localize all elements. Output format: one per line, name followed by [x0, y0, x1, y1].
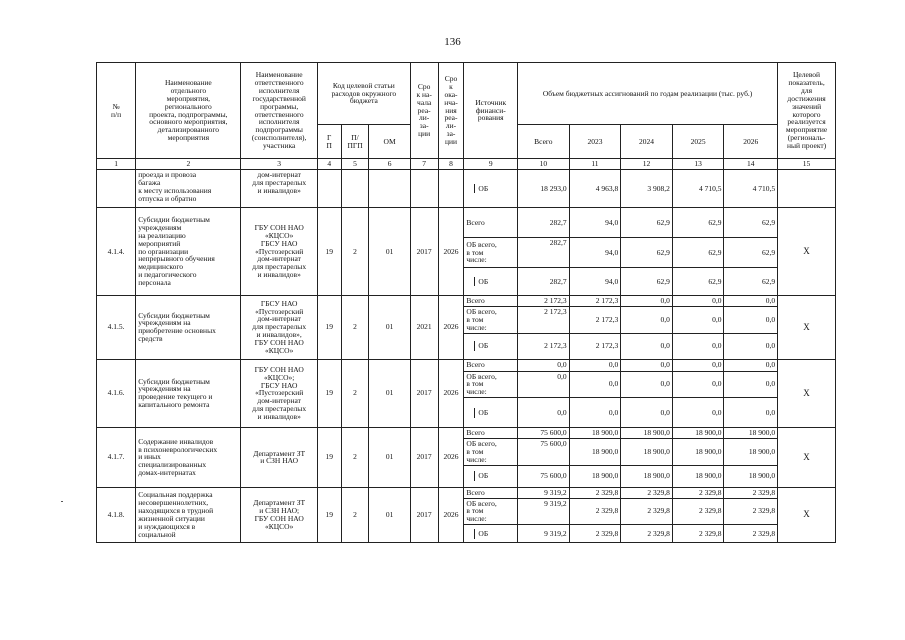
- funding-source: ОБ: [478, 276, 489, 286]
- amount-2024: 62,9: [621, 268, 673, 296]
- amount-total: 75 600,0: [518, 439, 570, 466]
- amount-2023: 18 900,0: [569, 465, 621, 487]
- column-number: 6: [369, 159, 410, 170]
- code-ppg: 2: [341, 428, 369, 488]
- page-number: 136: [444, 36, 461, 48]
- header-year-2026: 2026: [724, 125, 778, 159]
- amount-2023: 94,0: [569, 268, 621, 296]
- code-gp: 19: [317, 296, 341, 360]
- responsible-executor: ГБУ СОН НАО «КЦСО»; ГБСУ НАО «Пустозерский дом-интернат для престарелых и инвалидов»: [241, 359, 317, 428]
- responsible-executor: ГБСУ НАО «Пустозерский дом-интернат для престарелых и инвалидов», ГБУ СОН НАО «КЦСО»: [241, 296, 317, 360]
- column-number: 7: [410, 159, 438, 170]
- start-year: 2017: [410, 208, 438, 296]
- end-year: 2026: [438, 208, 464, 296]
- amount-2025: 18 900,0: [672, 439, 724, 466]
- amount-2026: 18 900,0: [724, 428, 778, 439]
- header-year-2025: 2025: [672, 125, 724, 159]
- activity-name: Субсидии бюджетным учреждениям на реализацию мероприятий по организации непрерывного обучения медицинского и педагогического персонала: [136, 208, 241, 296]
- table-body: [97, 170, 836, 543]
- amount-total: 75 600,0: [518, 465, 570, 487]
- end-year: 2026: [438, 296, 464, 360]
- amount-2025: 18 900,0: [672, 465, 724, 487]
- funding-source: ОБ всего, в том числе:: [464, 238, 518, 268]
- amount-2024: 62,9: [621, 208, 673, 238]
- activity-name: Субсидии бюджетным учреждениям на приобретение основных средств: [136, 296, 241, 360]
- column-number: 5: [341, 159, 369, 170]
- column-number: 11: [569, 159, 621, 170]
- amount-2023: 2 172,3: [569, 333, 621, 359]
- header-code-gp: Г П: [317, 125, 341, 159]
- amount-2026: 62,9: [724, 268, 778, 296]
- amount-2026: 0,0: [724, 371, 778, 398]
- amount-2025: 0,0: [672, 398, 724, 428]
- item-number: 4.1.4.: [97, 208, 136, 296]
- item-number: 4.1.5.: [97, 296, 136, 360]
- amount-total: 9 319,2: [518, 487, 570, 498]
- amount-2026: 4 710,5: [724, 170, 778, 208]
- funding-source: Всего: [464, 296, 518, 307]
- responsible-executor: ГБУ СОН НАО «КЦСО» ГБСУ НАО «Пустозерский дом-интернат для престарелых и инвалидов»: [241, 208, 317, 296]
- target-indicator: X: [778, 428, 836, 488]
- column-number: 9: [464, 159, 518, 170]
- amount-2024: 0,0: [621, 296, 673, 307]
- funding-source: ОБ: [478, 341, 489, 351]
- header-target-indicator: Целевой показатель, для достижения значений которого реализуется мероприятие (региональ- ный проект): [778, 63, 836, 159]
- code-om: 01: [369, 428, 410, 488]
- header-activity-name: Наименование отдельного мероприятия, регионального проекта, подпрограммы, основного мероприятия, детализированного мероприятия: [136, 63, 241, 159]
- code-om: 01: [369, 296, 410, 360]
- column-number: 15: [778, 159, 836, 170]
- budget-allocation-table: [96, 62, 836, 543]
- amount-2026: 0,0: [724, 333, 778, 359]
- amount-total: 18 293,0: [518, 170, 570, 208]
- header-start-term: Сро к на- чала реа- ли- за- ции: [410, 63, 438, 159]
- amount-total: 2 172,3: [518, 333, 570, 359]
- amount-total: 2 172,3: [518, 296, 570, 307]
- header-year-2023: 2023: [569, 125, 621, 159]
- start-year: 2017: [410, 428, 438, 488]
- amount-total: 0,0: [518, 398, 570, 428]
- amount-2023: 2 172,3: [569, 306, 621, 333]
- code-om: 01: [369, 487, 410, 543]
- amount-2026: 2 329,8: [724, 487, 778, 498]
- column-number: 4: [317, 159, 341, 170]
- amount-2023: 4 963,8: [569, 170, 621, 208]
- item-number: 4.1.8.: [97, 487, 136, 543]
- header-year-2024: 2024: [621, 125, 673, 159]
- code-om: 01: [369, 359, 410, 428]
- table-row: [97, 428, 836, 439]
- amount-total: 282,7: [518, 208, 570, 238]
- code-gp: 19: [317, 208, 341, 296]
- funding-source: ОБ всего, в том числе:: [464, 439, 518, 466]
- column-number: 2: [136, 159, 241, 170]
- target-indicator: X: [778, 208, 836, 296]
- column-number: 13: [672, 159, 724, 170]
- funding-source-cell: [464, 465, 518, 487]
- end-year: 2026: [438, 359, 464, 428]
- amount-total: 282,7: [518, 238, 570, 268]
- amount-2026: 0,0: [724, 398, 778, 428]
- code-ppg: 2: [341, 487, 369, 543]
- funding-source: Всего: [464, 487, 518, 498]
- amount-2024: 0,0: [621, 371, 673, 398]
- table-row: [97, 487, 836, 498]
- amount-2026: 0,0: [724, 306, 778, 333]
- end-year: 2026: [438, 487, 464, 543]
- funding-source: Всего: [464, 359, 518, 371]
- table-row: [97, 359, 836, 371]
- amount-2026: 18 900,0: [724, 465, 778, 487]
- amount-2024: 0,0: [621, 359, 673, 371]
- funding-source: ОБ: [478, 407, 489, 417]
- column-number: 3: [241, 159, 317, 170]
- funding-source-cell: [464, 268, 518, 296]
- amount-total: 282,7: [518, 268, 570, 296]
- table-header: [97, 63, 836, 170]
- amount-2023: 18 900,0: [569, 439, 621, 466]
- amount-2023: 2 329,8: [569, 498, 621, 525]
- funding-source-cell: [464, 525, 518, 543]
- amount-2024: 0,0: [621, 306, 673, 333]
- amount-2025: 0,0: [672, 371, 724, 398]
- amount-2024: 3 908,2: [621, 170, 673, 208]
- start-year: 2017: [410, 359, 438, 428]
- amount-2025: 4 710,5: [672, 170, 724, 208]
- amount-2025: 62,9: [672, 208, 724, 238]
- amount-2025: 2 329,8: [672, 525, 724, 543]
- amount-2025: 0,0: [672, 296, 724, 307]
- end-year: 2026: [438, 428, 464, 488]
- code-ppg: 2: [341, 359, 369, 428]
- code-gp: 19: [317, 428, 341, 488]
- header-budget-volume: Объем бюджетных ассигнований по годам реализации (тыс. руб.): [518, 63, 778, 125]
- amount-2025: 0,0: [672, 306, 724, 333]
- amount-2025: 62,9: [672, 238, 724, 268]
- header-total: Всего: [518, 125, 570, 159]
- amount-2024: 2 329,8: [621, 487, 673, 498]
- activity-name: Субсидии бюджетным учреждениям на проведение текущего и капитального ремонта: [136, 359, 241, 428]
- amount-2023: 2 172,3: [569, 296, 621, 307]
- responsible-executor: Департамент ЗТ и СЗН НАО; ГБУ СОН НАО «КЦСО»: [241, 487, 317, 543]
- amount-2026: 62,9: [724, 208, 778, 238]
- start-year: 2017: [410, 487, 438, 543]
- amount-2024: 18 900,0: [621, 428, 673, 439]
- amount-total: 9 319,2: [518, 498, 570, 525]
- column-number: 12: [621, 159, 673, 170]
- amount-2025: 0,0: [672, 359, 724, 371]
- amount-2023: 2 329,8: [569, 487, 621, 498]
- amount-2025: 62,9: [672, 268, 724, 296]
- amount-2023: 0,0: [569, 359, 621, 371]
- header-end-term: Сро к ока- нча- ния реа- ли- за- ции: [438, 63, 464, 159]
- activity-name: Содержание инвалидов в психоневрологических и иных специализированных домах-интернатах: [136, 428, 241, 488]
- amount-2023: 2 329,8: [569, 525, 621, 543]
- amount-2026: 0,0: [724, 359, 778, 371]
- responsible-executor: дом-интернат для престарелых и инвалидов»: [241, 170, 317, 208]
- funding-source: Всего: [464, 428, 518, 439]
- amount-2023: 94,0: [569, 208, 621, 238]
- amount-total: 9 319,2: [518, 525, 570, 543]
- code-om: 01: [369, 208, 410, 296]
- amount-total: 0,0: [518, 359, 570, 371]
- funding-source: ОБ: [478, 471, 489, 481]
- funding-source: ОБ всего, в том числе:: [464, 498, 518, 525]
- amount-2024: 2 329,8: [621, 525, 673, 543]
- target-indicator: X: [778, 359, 836, 428]
- funding-source: ОБ: [478, 528, 489, 538]
- amount-2026: 2 329,8: [724, 498, 778, 525]
- funding-source-cell: [464, 333, 518, 359]
- header-funding-source: Источник финанси- рования: [464, 63, 518, 159]
- target-indicator: X: [778, 487, 836, 543]
- amount-total: 75 600,0: [518, 428, 570, 439]
- continuation-row: [97, 170, 836, 208]
- amount-2025: 2 329,8: [672, 498, 724, 525]
- item-number: 4.1.7.: [97, 428, 136, 488]
- scan-speck: [61, 501, 63, 502]
- funding-source: ОБ: [478, 183, 489, 193]
- activity-name: Социальная поддержка несовершеннолетних, находящихся в трудной жизненной ситуации и нуждающихся в социальной: [136, 487, 241, 543]
- table-row: [97, 296, 836, 307]
- header-number: № п/п: [97, 63, 136, 159]
- amount-2024: 0,0: [621, 398, 673, 428]
- amount-2023: 0,0: [569, 371, 621, 398]
- amount-2023: 0,0: [569, 398, 621, 428]
- amount-2026: 62,9: [724, 238, 778, 268]
- amount-2023: 94,0: [569, 238, 621, 268]
- funding-source-cell: [464, 398, 518, 428]
- column-number: 14: [724, 159, 778, 170]
- amount-2026: 18 900,0: [724, 439, 778, 466]
- amount-2026: 2 329,8: [724, 525, 778, 543]
- amount-2024: 0,0: [621, 333, 673, 359]
- column-number: 1: [97, 159, 136, 170]
- activity-name: проезда и провоза багажа к месту использования отпуска и обратно: [136, 170, 241, 208]
- code-gp: 19: [317, 359, 341, 428]
- amount-2024: 62,9: [621, 238, 673, 268]
- amount-total: 2 172,3: [518, 306, 570, 333]
- amount-total: 0,0: [518, 371, 570, 398]
- funding-source-cell: [464, 170, 518, 208]
- funding-source: Всего: [464, 208, 518, 238]
- funding-source: ОБ всего, в том числе:: [464, 306, 518, 333]
- target-indicator: X: [778, 296, 836, 360]
- item-number: 4.1.6.: [97, 359, 136, 428]
- column-number: 10: [518, 159, 570, 170]
- amount-2024: 18 900,0: [621, 465, 673, 487]
- amount-2023: 18 900,0: [569, 428, 621, 439]
- column-number: 8: [438, 159, 464, 170]
- table-row: [97, 208, 836, 238]
- header-code-ppg: П/ ПГП: [341, 125, 369, 159]
- column-number-row: [97, 159, 836, 170]
- header-responsible: Наименование ответственного исполнителя государственной программы, ответственного исполнителя подпрограммы (соисполнителя), участника: [241, 63, 317, 159]
- amount-2025: 0,0: [672, 333, 724, 359]
- code-gp: 19: [317, 487, 341, 543]
- code-ppg: 2: [341, 296, 369, 360]
- header-code-om: ОМ: [369, 125, 410, 159]
- amount-2024: 2 329,8: [621, 498, 673, 525]
- code-ppg: 2: [341, 208, 369, 296]
- responsible-executor: Департамент ЗТ и СЗН НАО: [241, 428, 317, 488]
- funding-source: ОБ всего, в том числе:: [464, 371, 518, 398]
- header-budget-code: Код целевой статьи расходов окружного бюджета: [317, 63, 410, 125]
- start-year: 2021: [410, 296, 438, 360]
- amount-2026: 0,0: [724, 296, 778, 307]
- amount-2025: 18 900,0: [672, 428, 724, 439]
- amount-2025: 2 329,8: [672, 487, 724, 498]
- amount-2024: 18 900,0: [621, 439, 673, 466]
